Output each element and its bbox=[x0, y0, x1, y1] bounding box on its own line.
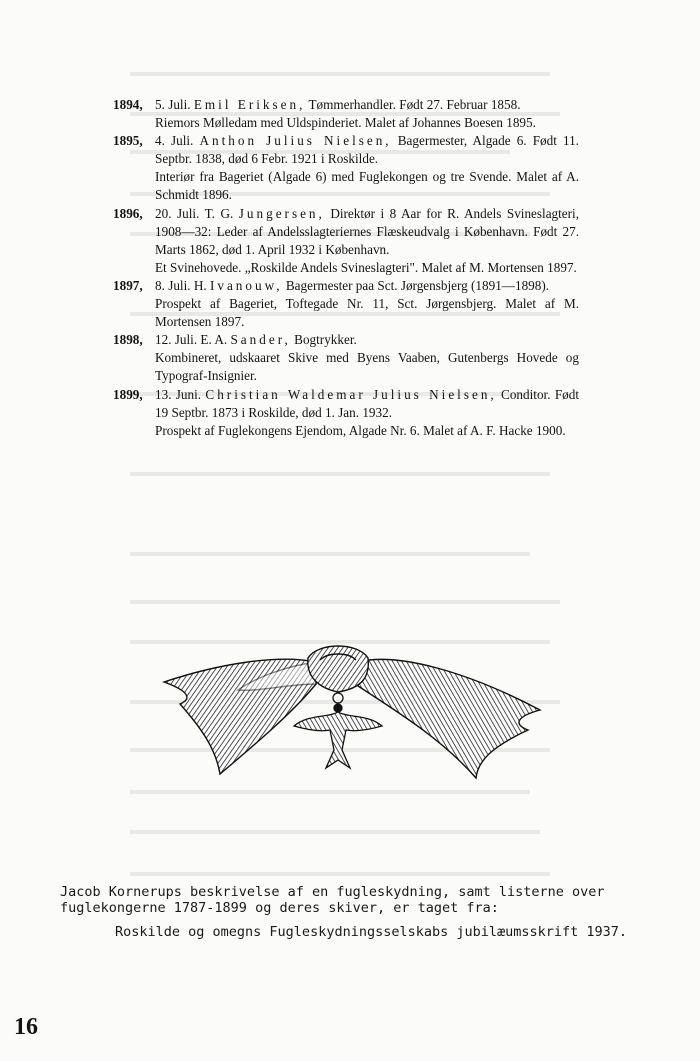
entry-description: Riemors Mølledam med Uldspinderiet. Malet af Johannes Boesen 1895. bbox=[155, 115, 536, 131]
source-note-text: Jacob Kornerups beskrivelse af en fugleskydning, samt listerne over fuglekongerne 1787-1899 og deres skiver, er taget fra: bbox=[60, 884, 605, 916]
entry-year: 1898, bbox=[113, 332, 143, 348]
source-note bbox=[60, 884, 660, 940]
king-name: Emil Eriksen, bbox=[193, 97, 306, 112]
entry-heading: 20. Juli. T. G. Jungersen, Direktør i 8 Aar for R. Andels Svineslagteri, 1908—32: Leder af Andelsslagteriernes Flæskeudvalg i København. Født 27. Marts 1862, død 1. April 1932 i København. bbox=[155, 205, 580, 257]
entry-1898 bbox=[113, 331, 579, 385]
entry-heading: 12. Juli. E. A. Sander, Bogtrykker. bbox=[155, 332, 357, 348]
king-name: Ivanouw, bbox=[209, 277, 283, 293]
entry-year: 1899, bbox=[113, 386, 143, 402]
entry-description: Et Svinehovede. „Roskilde Andels Svineslagteri". Malet af M. Mortensen 1897. bbox=[155, 259, 577, 275]
entry-description: Interiør fra Bageriet (Algade 6) med Fuglekongen og tre Svende. Malet af A. Schmidt 1896. bbox=[155, 169, 579, 203]
entry-heading: 4. Juli. Anthon Julius Nielsen, Bagermester, Algade 6. Født 11. Septbr. 1838, død 6 Febr. 1921 i Roskilde. bbox=[155, 133, 579, 167]
king-list bbox=[113, 96, 579, 440]
entry-heading: 8. Juli. H. Ivanouw, Bagermester paa Sct. Jørgensbjerg (1891—1898). bbox=[155, 277, 550, 293]
entry-description: Prospekt af Bageriet, Toftegade Nr. 11, Sct. Jørgensbjerg. Malet af M. Mortensen 1897. bbox=[155, 296, 579, 330]
entry-heading: 13. Juni. Christian Waldemar Julius Nielsen, Conditor. Født 19 Septbr. 1873 i Roskilde, død 1. Jan. 1932. bbox=[155, 386, 580, 420]
entry-1899 bbox=[113, 386, 579, 440]
king-name: Jungersen, bbox=[238, 205, 325, 221]
ribbon-bird-badge-illustration bbox=[158, 632, 550, 782]
king-name: Christian Waldemar Julius Nielsen, bbox=[205, 386, 497, 402]
entry-year: 1895, bbox=[113, 133, 143, 149]
ribbon-right bbox=[358, 659, 540, 778]
entry-description: Kombineret, udskaaret Skive med Byens Vaaben, Gutenbergs Hovede og Typograf-Insignier. bbox=[155, 350, 579, 384]
entry-year: 1896, bbox=[113, 205, 143, 221]
entry-year: 1897, bbox=[113, 277, 143, 293]
entry-1895 bbox=[113, 132, 579, 204]
king-name: Anthon Julius Nielsen, bbox=[199, 133, 392, 149]
entry-1894 bbox=[113, 96, 579, 132]
bird-pendant bbox=[294, 693, 382, 768]
king-name: Sander, bbox=[230, 332, 291, 348]
ribbon-left bbox=[164, 659, 316, 774]
entry-description: Prospekt af Fuglekongens Ejendom, Algade Nr. 6. Malet af A. F. Hacke 1900. bbox=[155, 422, 566, 438]
entry-1896 bbox=[113, 205, 579, 277]
entry-heading: 5. Juli. Emil Eriksen, Tømmerhandler. Født 27. Februar 1858. bbox=[155, 97, 521, 112]
source-reference: Roskilde og omegns Fugleskydningsselskabs jubilæumsskrift 1937. bbox=[115, 924, 628, 940]
entry-1897 bbox=[113, 277, 579, 331]
entry-year: 1894, bbox=[113, 97, 143, 112]
page-number: 16 bbox=[14, 1014, 38, 1040]
